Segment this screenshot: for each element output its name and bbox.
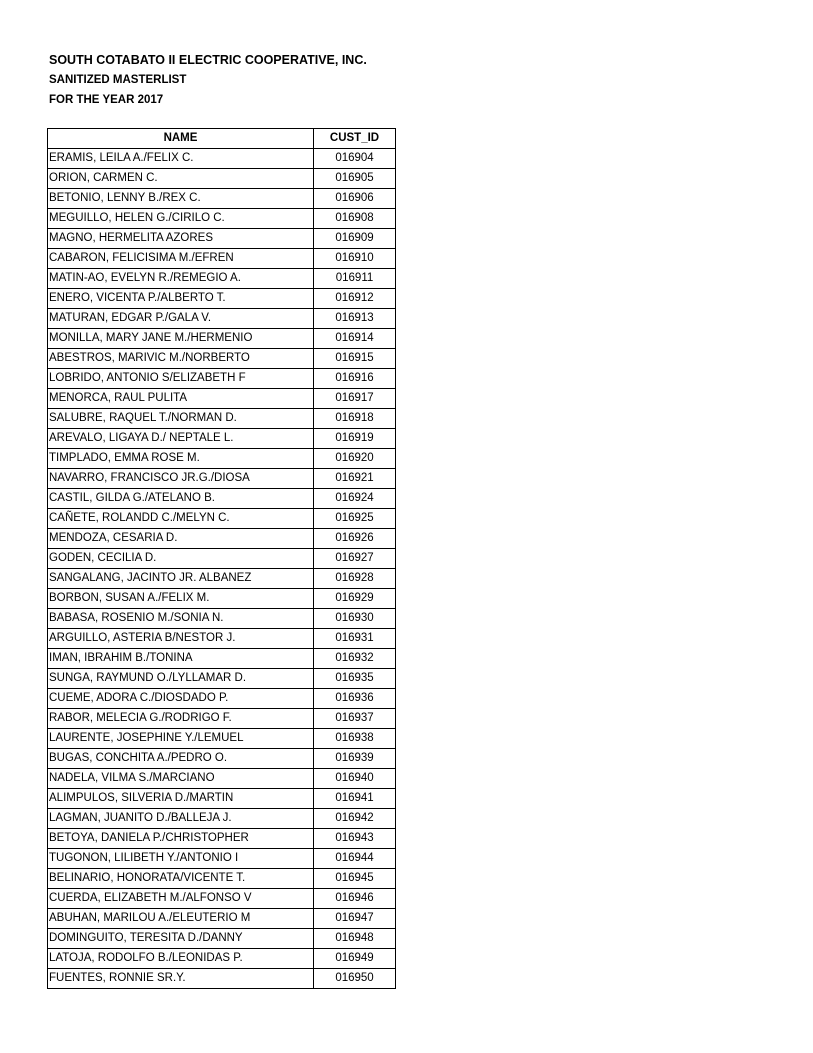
table-row (48, 889, 396, 909)
customer-name-cell: BELINARIO, HONORATA/VICENTE T. (48, 869, 314, 889)
customer-id-cell: 016935 (314, 669, 396, 689)
customer-name-cell: BETONIO, LENNY B./REX C. (48, 189, 314, 209)
customer-id-cell: 016946 (314, 889, 396, 909)
customer-id-cell: 016910 (314, 249, 396, 269)
customer-name-cell: GODEN, CECILIA D. (48, 549, 314, 569)
customer-name-cell: MATIN-AO, EVELYN R./REMEGIO A. (48, 269, 314, 289)
customer-name-cell: BUGAS, CONCHITA A./PEDRO O. (48, 749, 314, 769)
customer-name-cell: FUENTES, RONNIE SR.Y. (48, 969, 314, 989)
table-row (48, 509, 396, 529)
table-row (48, 869, 396, 889)
table-row (48, 809, 396, 829)
customer-name-cell: ERAMIS, LEILA A./FELIX C. (48, 149, 314, 169)
customer-name-cell: MAGNO, HERMELITA AZORES (48, 229, 314, 249)
customer-name-cell: IMAN, IBRAHIM B./TONINA (48, 649, 314, 669)
year-line: FOR THE YEAR 2017 (49, 94, 164, 106)
customer-id-cell: 016937 (314, 709, 396, 729)
customer-id-cell: 016921 (314, 469, 396, 489)
customer-name-cell: DOMINGUITO, TERESITA D./DANNY (48, 929, 314, 949)
customer-id-cell: 016918 (314, 409, 396, 429)
customer-name-cell: ORION, CARMEN C. (48, 169, 314, 189)
table-row (48, 149, 396, 169)
document-subtitle: SANITIZED MASTERLIST (49, 74, 187, 86)
customer-id-cell: 016917 (314, 389, 396, 409)
table-body (48, 149, 396, 989)
table-row (48, 749, 396, 769)
customer-name-cell: NAVARRO, FRANCISCO JR.G./DIOSA (48, 469, 314, 489)
document-header (49, 50, 367, 110)
table-row (48, 189, 396, 209)
table-row (48, 469, 396, 489)
customer-name-cell: CUERDA, ELIZABETH M./ALFONSO V (48, 889, 314, 909)
table-row (48, 389, 396, 409)
customer-id-cell: 016919 (314, 429, 396, 449)
customer-id-cell: 016925 (314, 509, 396, 529)
customer-id-cell: 016927 (314, 549, 396, 569)
table-row (48, 649, 396, 669)
customer-name-cell: MENORCA, RAUL PULITA (48, 389, 314, 409)
table-row (48, 529, 396, 549)
table-row (48, 969, 396, 989)
customer-id-cell: 016941 (314, 789, 396, 809)
customer-id-cell: 016904 (314, 149, 396, 169)
customer-id-cell: 016908 (314, 209, 396, 229)
customer-name-cell: TIMPLADO, EMMA ROSE M. (48, 449, 314, 469)
customer-id-cell: 016924 (314, 489, 396, 509)
customer-id-cell: 016906 (314, 189, 396, 209)
customer-name-cell: ABESTROS, MARIVIC M./NORBERTO (48, 349, 314, 369)
customer-id-cell: 016940 (314, 769, 396, 789)
customer-id-cell: 016932 (314, 649, 396, 669)
customer-name-cell: LAGMAN, JUANITO D./BALLEJA J. (48, 809, 314, 829)
customer-id-cell: 016947 (314, 909, 396, 929)
customer-name-cell: CUEME, ADORA C./DIOSDADO P. (48, 689, 314, 709)
customer-id-cell: 016915 (314, 349, 396, 369)
customer-name-cell: ALIMPULOS, SILVERIA D./MARTIN (48, 789, 314, 809)
table-row (48, 669, 396, 689)
customer-name-cell: SUNGA, RAYMUND O./LYLLAMAR D. (48, 669, 314, 689)
table-row (48, 629, 396, 649)
customer-name-cell: ARGUILLO, ASTERIA B/NESTOR J. (48, 629, 314, 649)
customer-name-cell: BABASA, ROSENIO M./SONIA N. (48, 609, 314, 629)
customer-name-cell: MATURAN, EDGAR P./GALA V. (48, 309, 314, 329)
customer-name-cell: TUGONON, LILIBETH Y./ANTONIO I (48, 849, 314, 869)
table-row (48, 229, 396, 249)
table-row (48, 729, 396, 749)
customer-id-cell: 016928 (314, 569, 396, 589)
table-row (48, 929, 396, 949)
table-row (48, 909, 396, 929)
customer-id-cell: 016931 (314, 629, 396, 649)
customer-id-cell: 016916 (314, 369, 396, 389)
customer-name-cell: NADELA, VILMA S./MARCIANO (48, 769, 314, 789)
table-row (48, 289, 396, 309)
table-row (48, 309, 396, 329)
customer-id-cell: 016936 (314, 689, 396, 709)
cust-id-column-header: CUST_ID (314, 129, 396, 149)
customer-name-cell: BORBON, SUSAN A./FELIX M. (48, 589, 314, 609)
customer-id-cell: 016914 (314, 329, 396, 349)
customer-id-cell: 016945 (314, 869, 396, 889)
table-row (48, 769, 396, 789)
table-row (48, 349, 396, 369)
name-column-header: NAME (48, 129, 314, 149)
customer-name-cell: LOBRIDO, ANTONIO S/ELIZABETH F (48, 369, 314, 389)
table-row (48, 449, 396, 469)
table-row (48, 589, 396, 609)
customer-id-cell: 016944 (314, 849, 396, 869)
customer-id-cell: 016949 (314, 949, 396, 969)
customer-id-cell: 016942 (314, 809, 396, 829)
table-row (48, 609, 396, 629)
table-row (48, 709, 396, 729)
table-header-row (48, 129, 396, 149)
table-row (48, 409, 396, 429)
table-row (48, 849, 396, 869)
table-row (48, 269, 396, 289)
customer-name-cell: ABUHAN, MARILOU A./ELEUTERIO M (48, 909, 314, 929)
customer-id-cell: 016950 (314, 969, 396, 989)
customer-id-cell: 016905 (314, 169, 396, 189)
customer-id-cell: 016920 (314, 449, 396, 469)
customer-id-cell: 016909 (314, 229, 396, 249)
table-row (48, 689, 396, 709)
customer-id-cell: 016912 (314, 289, 396, 309)
organization-title: SOUTH COTABATO II ELECTRIC COOPERATIVE, INC. (49, 53, 367, 67)
customer-name-cell: SANGALANG, JACINTO JR. ALBANEZ (48, 569, 314, 589)
table-row (48, 829, 396, 849)
table-row (48, 369, 396, 389)
table-row (48, 489, 396, 509)
customer-id-cell: 016926 (314, 529, 396, 549)
customer-name-cell: CASTIL, GILDA G./ATELANO B. (48, 489, 314, 509)
customer-name-cell: MONILLA, MARY JANE M./HERMENIO (48, 329, 314, 349)
customer-name-cell: SALUBRE, RAQUEL T./NORMAN D. (48, 409, 314, 429)
table-row (48, 949, 396, 969)
customer-id-cell: 016939 (314, 749, 396, 769)
customer-name-cell: RABOR, MELECIA G./RODRIGO F. (48, 709, 314, 729)
customer-name-cell: MENDOZA, CESARIA D. (48, 529, 314, 549)
customer-name-cell: CAÑETE, ROLANDD C./MELYN C. (48, 509, 314, 529)
table-row (48, 549, 396, 569)
customer-id-cell: 016938 (314, 729, 396, 749)
table-row (48, 249, 396, 269)
customer-id-cell: 016943 (314, 829, 396, 849)
customer-id-cell: 016948 (314, 929, 396, 949)
customer-id-cell: 016913 (314, 309, 396, 329)
table-row (48, 209, 396, 229)
masterlist-table (47, 128, 396, 989)
table-row (48, 429, 396, 449)
customer-name-cell: LATOJA, RODOLFO B./LEONIDAS P. (48, 949, 314, 969)
customer-name-cell: AREVALO, LIGAYA D./ NEPTALE L. (48, 429, 314, 449)
table-row (48, 329, 396, 349)
customer-name-cell: BETOYA, DANIELA P./CHRISTOPHER (48, 829, 314, 849)
customer-id-cell: 016929 (314, 589, 396, 609)
customer-name-cell: LAURENTE, JOSEPHINE Y./LEMUEL (48, 729, 314, 749)
customer-name-cell: ENERO, VICENTA P./ALBERTO T. (48, 289, 314, 309)
table-row (48, 789, 396, 809)
customer-name-cell: CABARON, FELICISIMA M./EFREN (48, 249, 314, 269)
customer-name-cell: MEGUILLO, HELEN G./CIRILO C. (48, 209, 314, 229)
customer-id-cell: 016930 (314, 609, 396, 629)
table-row (48, 569, 396, 589)
customer-id-cell: 016911 (314, 269, 396, 289)
table-row (48, 169, 396, 189)
